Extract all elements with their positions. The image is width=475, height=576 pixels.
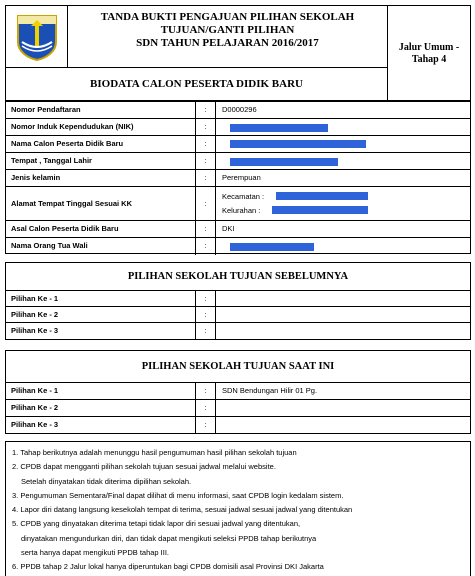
note-1: 1. Tahap berikutnya adalah menunggu hasil pengumuman hasil pilihan sekolah tujuan xyxy=(12,448,297,457)
redaction-bar xyxy=(230,243,314,251)
row-colon: : xyxy=(196,119,216,135)
jalur-line-1: Jalur Umum - xyxy=(398,42,460,53)
redaction-bar xyxy=(230,124,328,132)
origin-value: DKI xyxy=(222,224,235,233)
table-row xyxy=(6,221,470,238)
row-label: Pilihan Ke - 3 xyxy=(6,323,196,339)
row-colon: : xyxy=(196,136,216,152)
row-value xyxy=(216,307,470,322)
note-2-continued: Setelah dinyatakan tidak diterima dipilihan sekolah. xyxy=(21,476,192,486)
table-row xyxy=(6,170,470,187)
parent-value xyxy=(216,238,470,255)
note-4: 4. Lapor diri datang langsung kesekolah tempat di terima, sesuai jadwal sesuai jadwal yang ditentukan xyxy=(12,505,353,515)
title-line-3: SDN TAHUN PELAJARAN 2016/2017 xyxy=(136,37,319,49)
biodata-table xyxy=(5,101,471,254)
row-label: Pilihan Ke - 2 xyxy=(6,307,196,322)
jakarta-emblem-icon xyxy=(14,12,60,62)
document-header xyxy=(5,5,471,101)
row-colon: : xyxy=(196,383,216,399)
table-row xyxy=(6,383,470,400)
nik-value xyxy=(216,119,470,135)
table-row xyxy=(6,400,470,417)
row-colon: : xyxy=(196,291,216,306)
row-colon: : xyxy=(196,153,216,169)
row-colon: : xyxy=(196,323,216,339)
row-label: Pilihan Ke - 3 xyxy=(6,417,196,433)
redaction-bar xyxy=(230,140,366,148)
address-value xyxy=(216,187,470,220)
note-5-continued: dinyatakan mengundurkan diri, dan tidak dapat mengikuti seleksi PPDB tahap berikutnya xyxy=(21,533,317,543)
row-colon: : xyxy=(196,170,216,186)
row-colon: : xyxy=(196,400,216,416)
previous-choices-title: PILIHAN SEKOLAH TUJUAN SEBELUMNYA xyxy=(6,263,470,291)
registration-number: D0000296 xyxy=(222,105,257,114)
row-label: Alamat Tempat Tinggal Sesuai KK xyxy=(6,187,196,220)
table-row xyxy=(6,136,470,153)
table-row xyxy=(6,291,470,307)
row-label: Nomor Pendaftaran xyxy=(6,102,196,118)
table-row xyxy=(6,307,470,323)
row-value xyxy=(216,323,470,339)
document-title xyxy=(68,6,388,68)
current-choices-title: PILIHAN SEKOLAH TUJUAN SAAT INI xyxy=(6,351,470,383)
note-5: 5. CPDB yang dinyatakan diterima tetapi tidak lapor diri sesuai jadwal yang ditentukan, xyxy=(12,519,301,529)
row-colon: : xyxy=(196,238,216,255)
row-colon: : xyxy=(196,221,216,237)
row-colon: : xyxy=(196,102,216,118)
logo-cell xyxy=(6,6,68,68)
table-row xyxy=(6,187,470,221)
table-row xyxy=(6,417,470,433)
kecamatan-label: Kecamatan : xyxy=(222,192,265,201)
previous-choices-table xyxy=(5,262,471,340)
row-label: Pilihan Ke - 1 xyxy=(6,291,196,306)
note-3: 3. Pengumuman Sementara/Final dapat dilihat di menu informasi, saat CPDB login kedalam sistem. xyxy=(12,490,344,500)
table-row xyxy=(6,119,470,136)
note-5-continued-2: serta hanya dapat mengikuti PPDB tahap III. xyxy=(21,548,170,558)
row-colon: : xyxy=(196,417,216,433)
current-choices-table xyxy=(5,350,471,434)
redaction-bar xyxy=(276,192,368,200)
title-line-2: TUJUAN/GANTI PILIHAN xyxy=(160,24,295,36)
jalur-label xyxy=(388,6,470,100)
row-label: Jenis kelamin xyxy=(6,170,196,186)
row-label: Nomor Induk Kependudukan (NIK) xyxy=(6,119,196,135)
row-value xyxy=(216,417,470,433)
kelurahan-label: Kelurahan : xyxy=(222,206,261,215)
note-6: 6. PPDB tahap 2 Jalur lokal hanya diperuntukan bagi CPDB domisili asal Provinsi DKI Jakarta xyxy=(12,562,324,572)
row-label: Pilihan Ke - 2 xyxy=(6,400,196,416)
row-colon: : xyxy=(196,307,216,322)
row-colon: : xyxy=(196,187,216,220)
row-label: Nama Orang Tua Wali xyxy=(6,238,196,255)
row-label: Pilihan Ke - 1 xyxy=(6,383,196,399)
jalur-line-2: Tahap 4 xyxy=(411,54,447,65)
redaction-bar xyxy=(272,206,368,214)
row-label: Asal Calon Peserta Didik Baru xyxy=(6,221,196,237)
row-value: SDN Bendungan Hilir 01 Pg. xyxy=(222,386,318,395)
row-value xyxy=(216,291,470,306)
row-label: Nama Calon Peserta Didik Baru xyxy=(6,136,196,152)
notes-box xyxy=(5,441,471,576)
name-value xyxy=(216,136,470,152)
table-row xyxy=(6,102,470,119)
table-row xyxy=(6,153,470,170)
redaction-bar xyxy=(230,158,338,166)
table-row xyxy=(6,323,470,339)
row-value xyxy=(216,400,470,416)
gender-value: Perempuan xyxy=(222,173,261,182)
note-2: 2. CPDB dapat mengganti pilihan sekolah tujuan sesuai jadwal melalui website. xyxy=(12,462,276,472)
biodata-heading: BIODATA CALON PESERTA DIDIK BARU xyxy=(6,68,388,100)
birth-value xyxy=(216,153,470,169)
row-label: Tempat , Tanggal Lahir xyxy=(6,153,196,169)
table-row xyxy=(6,238,470,255)
title-line-1: TANDA BUKTI PENGAJUAN PILIHAN SEKOLAH xyxy=(100,11,355,23)
